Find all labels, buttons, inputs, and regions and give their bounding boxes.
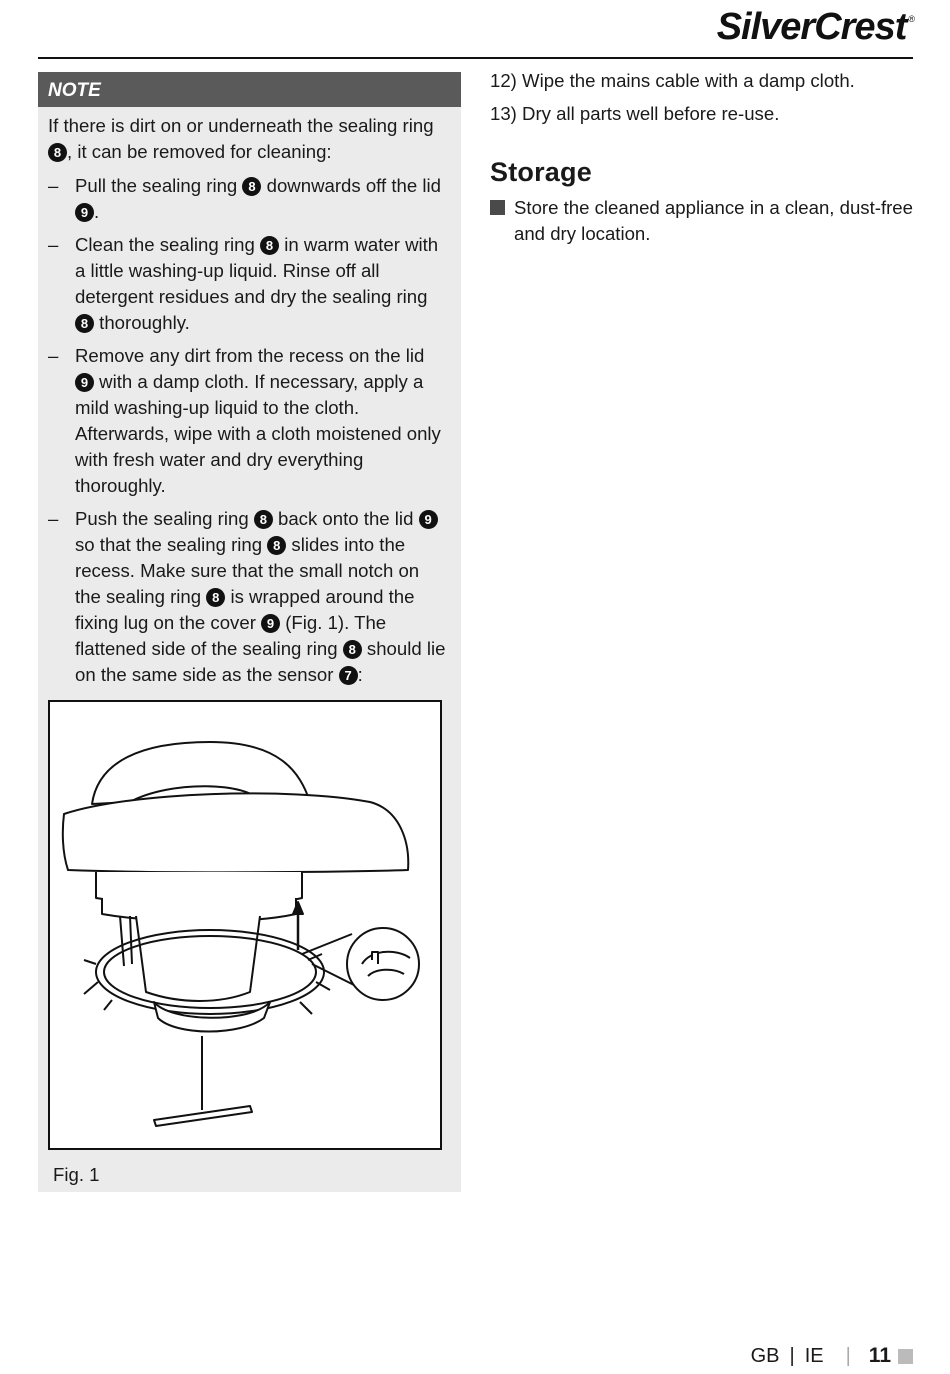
note-heading: NOTE [38, 72, 461, 107]
list-item [48, 173, 447, 225]
ref-number-badge: 9 [261, 614, 280, 633]
brand-logo [717, 6, 914, 49]
item-text: slides into the recess. Make sure that the small notch on the sealing ring [75, 534, 420, 607]
ref-number-badge: 8 [260, 236, 279, 255]
note-body [38, 107, 461, 688]
item-text: Remove any dirt from the recess on the lid [75, 345, 425, 366]
step-text: Wipe the mains cable with a damp cloth. [522, 70, 855, 91]
note-intro [48, 113, 447, 165]
page-marker-icon [898, 1349, 913, 1364]
country-code-ie: IE [804, 1344, 824, 1367]
ref-number-badge: 8 [343, 640, 362, 659]
lid-sealing-ring-illustration [50, 702, 440, 1148]
ref-number-badge: 9 [419, 510, 438, 529]
item-text: Push the sealing ring [75, 508, 254, 529]
dash-marker: – [48, 175, 59, 196]
note-intro-text: , it can be removed for cleaning: [67, 141, 332, 162]
right-column [490, 68, 915, 247]
storage-item [490, 195, 915, 247]
item-text: . [94, 201, 100, 222]
page-footer [751, 1344, 913, 1368]
note-intro-text: If there is dirt on or underneath the sealing ring [48, 115, 434, 136]
step-text: Dry all parts well before re-use. [522, 103, 780, 124]
item-text: : [357, 664, 363, 685]
dash-marker: – [48, 345, 59, 366]
step-12 [490, 68, 915, 94]
item-text: Clean the sealing ring [75, 234, 261, 255]
step-13 [490, 101, 915, 127]
note-box [38, 72, 461, 1192]
storage-text: Store the cleaned appliance in a clean, dust-free and dry location. [514, 197, 913, 244]
ref-number-badge: 8 [254, 510, 273, 529]
ref-number-badge: 7 [339, 666, 358, 685]
item-text: should lie on the same side as the sensor [75, 638, 446, 685]
ref-number-badge: 8 [48, 143, 67, 162]
item-text: in warm water with a little washing-up liquid. Rinse off all detergent residues and dry the sealing ring [75, 234, 439, 307]
step-number: 13) [490, 103, 517, 124]
square-bullet-icon [490, 200, 505, 215]
list-item [48, 232, 447, 336]
ref-number-badge: 9 [75, 373, 94, 392]
separator: | [845, 1344, 851, 1367]
item-text: is wrapped around the fixing lug on the cover [75, 586, 415, 633]
ref-number-badge: 9 [75, 203, 94, 222]
ref-number-badge: 8 [267, 536, 286, 555]
item-text: back onto the lid [272, 508, 419, 529]
item-text: thoroughly. [94, 312, 190, 333]
separator: | [789, 1344, 795, 1367]
figure-1-illustration [48, 700, 442, 1150]
storage-heading: Storage [490, 157, 592, 187]
note-steps-list [48, 173, 447, 688]
dash-marker: – [48, 508, 59, 529]
item-text: downwards off the lid [261, 175, 441, 196]
list-item [48, 343, 447, 499]
brand-name: SilverCrest [716, 6, 907, 48]
header-rule [38, 57, 913, 59]
figure-caption: Fig. 1 [53, 1164, 100, 1185]
item-text: with a damp cloth. If necessary, apply a mild washing-up liquid to the cloth. Afterwards, wipe with a cloth moistened only with fresh water and dry everything thoroughly. [75, 371, 441, 496]
step-number: 12) [490, 70, 517, 91]
list-item [48, 506, 447, 688]
country-code-gb: GB [750, 1344, 780, 1367]
ref-number-badge: 8 [206, 588, 225, 607]
dash-marker: – [48, 234, 59, 255]
item-text: (Fig. 1). The flattened side of the sealing ring [75, 612, 387, 659]
ref-number-badge: 8 [242, 177, 261, 196]
ref-number-badge: 8 [75, 314, 94, 333]
page-number: 11 [868, 1344, 891, 1367]
registered-mark: ® [908, 14, 914, 24]
item-text: so that the sealing ring [75, 534, 268, 555]
item-text: Pull the sealing ring [75, 175, 243, 196]
